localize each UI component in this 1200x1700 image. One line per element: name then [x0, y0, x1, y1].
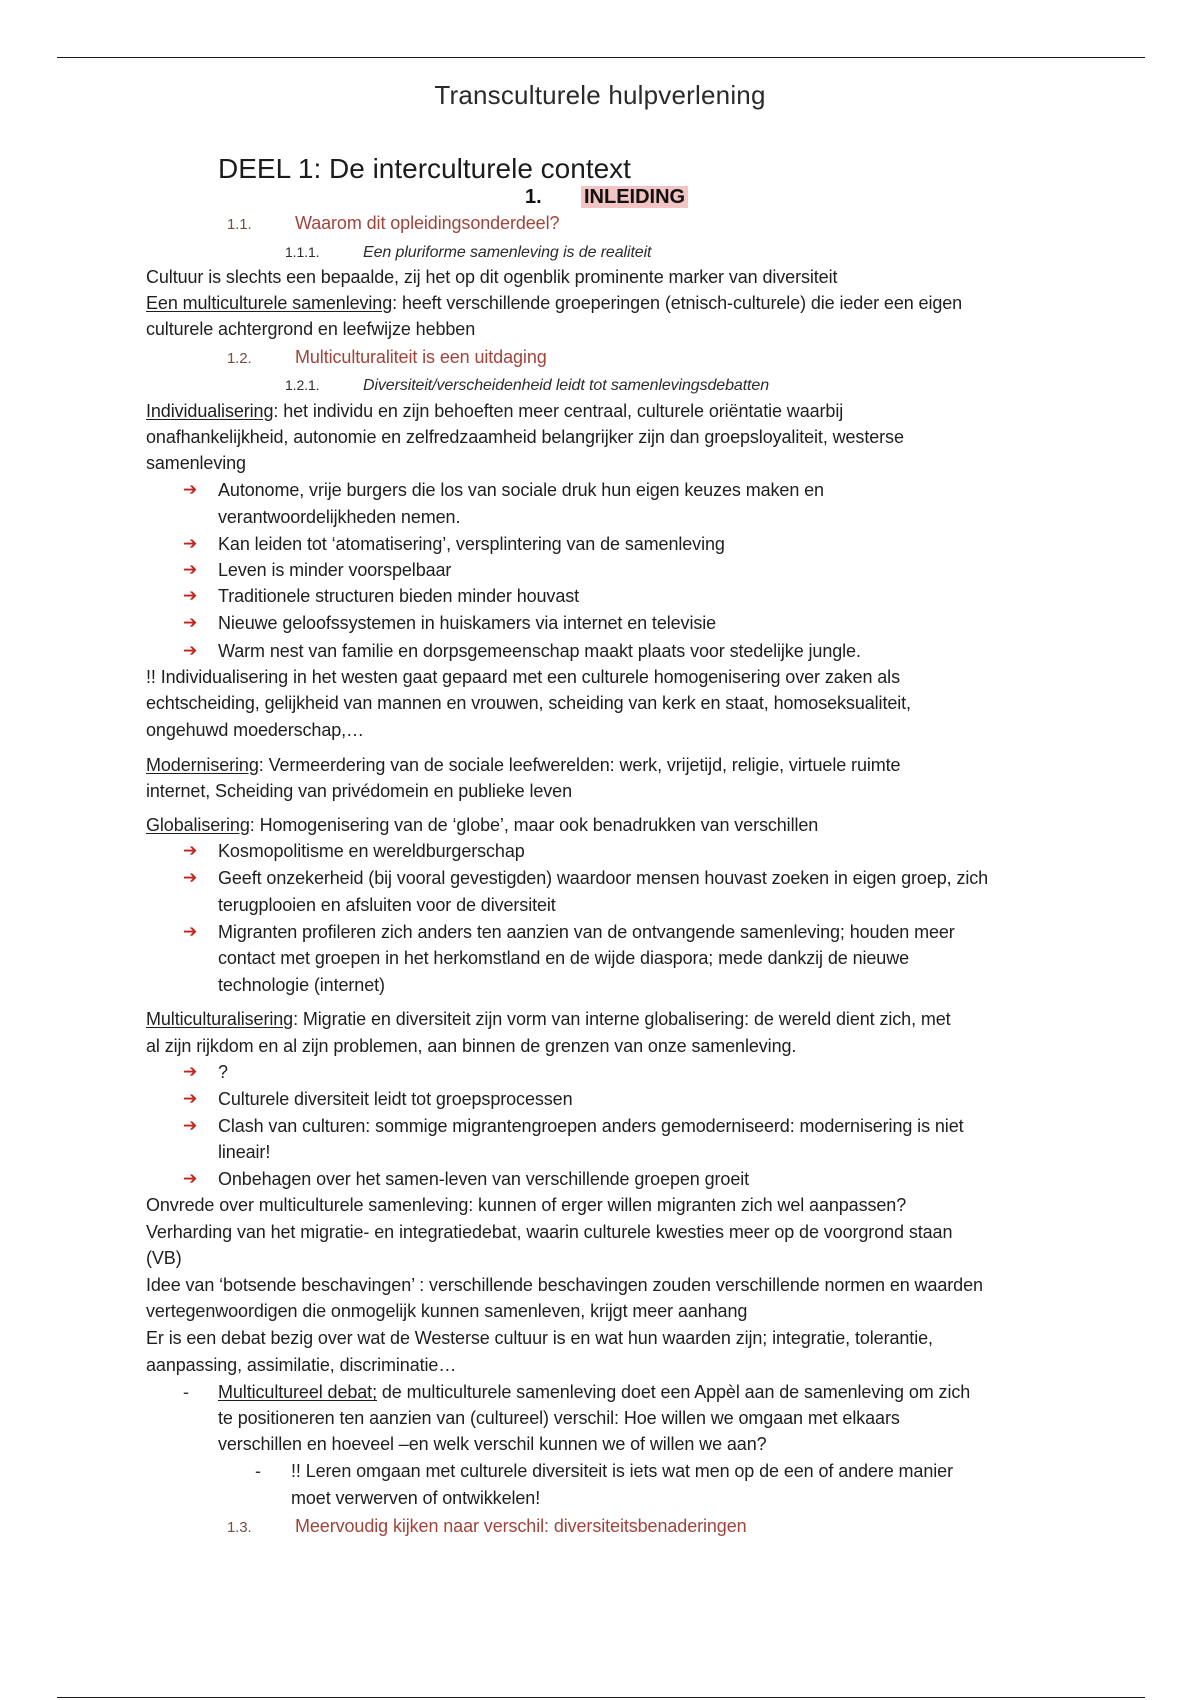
list-item-continuation: lineair! [218, 1142, 271, 1162]
list-item: Clash van culturen: sommige migrantengroepen anders gemoderniseerd: modernisering is niet [218, 1116, 964, 1136]
individualisering-line-3: samenleving [146, 453, 246, 473]
multiculturalisering-rest: : Migratie en diversiteit zijn vorm van interne globalisering: de wereld dient zich, met [293, 1009, 951, 1029]
paragraph-verharding-2: (VB) [146, 1248, 182, 1268]
heading-1-2-1-number: 1.2.1. [285, 377, 320, 393]
list-item: Leven is minder voorspelbaar [218, 560, 452, 580]
paragraph-multicultureel-1 [146, 292, 962, 314]
arrow-icon: ➔ [183, 1169, 198, 1188]
list-item: Warm nest van familie en dorpsgemeenschap maakt plaats voor stedelijke jungle. [218, 641, 861, 661]
heading-1-1-1 [285, 241, 651, 264]
chapter-heading [525, 185, 688, 209]
paragraph-botsende-2: vertegenwoordigen die onmogelijk kunnen samenleven, krijgt meer aanhang [146, 1301, 748, 1321]
heading-1-2-1-title: Diversiteit/verscheidenheid leidt tot samenlevingsdebatten [363, 377, 769, 394]
modernisering-line-2: internet, Scheiding van privédomein en publieke leven [146, 781, 572, 801]
arrow-icon: ➔ [183, 1089, 198, 1108]
multiculturalisering-line-1 [146, 1008, 951, 1030]
list-item: Migranten profileren zich anders ten aanzien van de ontvangende samenleving; houden meer [218, 922, 955, 942]
list-item: Traditionele structuren bieden minder houvast [218, 586, 580, 606]
term-globalisering: Globalisering [146, 815, 250, 835]
list-item: Kan leiden tot ‘atomatisering’, versplintering van de samenleving [218, 534, 725, 554]
debat-line-3: verschillen en hoeveel –en welk verschil kunnen we of willen we aan? [218, 1434, 767, 1454]
heading-1-2 [227, 346, 547, 370]
arrow-icon: ➔ [183, 534, 198, 553]
dash-bullet: - [183, 1382, 189, 1402]
arrow-icon: ➔ [183, 922, 198, 941]
globalisering-rest: : Homogenisering van de ‘globe’, maar ook benadrukken van verschillen [249, 815, 819, 835]
paragraph-verharding-1: Verharding van het migratie- en integratiedebat, waarin culturele kwesties meer op de voorgrond staan [146, 1222, 953, 1242]
term-modernisering: Modernisering [146, 755, 259, 775]
term-individualisering: Individualisering [146, 401, 274, 421]
arrow-icon: ➔ [183, 1062, 198, 1081]
heading-1-2-title: Multiculturaliteit is een uitdaging [295, 347, 547, 367]
part-title: DEEL 1: De interculturele context [218, 153, 631, 184]
heading-1-3 [227, 1515, 747, 1539]
list-item: Onbehagen over het samen-leven van verschillende groepen groeit [218, 1169, 750, 1189]
individualisering-note-2: echtscheiding, gelijkheid van mannen en vrouwen, scheiding van kerk en staat, homoseksualiteit, [146, 693, 911, 713]
term-multicultureel-debat: Multicultureel debat; [218, 1382, 377, 1402]
arrow-icon: ➔ [183, 480, 198, 499]
arrow-icon: ➔ [183, 868, 198, 887]
heading-1-1-1-title: Een pluriforme samenleving is de realiteit [363, 244, 652, 261]
heading-1-2-number: 1.2. [227, 350, 252, 367]
arrow-icon: ➔ [183, 641, 198, 660]
paragraph-cultuur: Cultuur is slechts een bepaalde, zij het op dit ogenblik prominente marker van diversiteit [146, 267, 838, 287]
debat-line-1 [218, 1381, 970, 1403]
debat-rest: de multiculturele samenleving doet een Appèl aan de samenleving om zich [377, 1382, 971, 1402]
list-item: Culturele diversiteit leidt tot groepsprocessen [218, 1089, 573, 1109]
individualisering-line-1 [146, 400, 843, 422]
list-item-continuation: contact met groepen in het herkomstland en de wijde diaspora; mede dankzij de nieuwe [218, 948, 910, 968]
modernisering-rest: : Vermeerdering van de sociale leefwerelden: werk, vrijetijd, religie, virtuele ruimte [258, 755, 901, 775]
list-item: Autonome, vrije burgers die los van sociale druk hun eigen keuzes maken en [218, 480, 824, 500]
multiculturalisering-line-2: al zijn rijkdom en al zijn problemen, aan binnen de grenzen van onze samenleving. [146, 1036, 797, 1056]
document-title: Transculturele hulpverlening [434, 80, 766, 110]
paragraph-multicultureel-2: culturele achtergrond en leefwijze hebben [146, 319, 476, 339]
debat-sub-line-1: !! Leren omgaan met culturele diversiteit is iets wat men op de een of andere manier [291, 1461, 953, 1481]
list-item-continuation: technologie (internet) [218, 975, 385, 995]
debat-sub-line-2: moet verwerven of ontwikkelen! [291, 1488, 541, 1508]
list-item-continuation: verantwoordelijkheden nemen. [218, 507, 461, 527]
chapter-title-highlight: INLEIDING [581, 186, 688, 208]
list-item: Nieuwe geloofssystemen in huiskamers via internet en televisie [218, 613, 717, 633]
term-multiculturele-samenleving: Een multiculturele samenleving [146, 293, 393, 313]
debat-line-2: te positioneren ten aanzien van (cultureel) verschil: Hoe willen we omgaan met elkaars [218, 1408, 900, 1428]
arrow-icon: ➔ [183, 560, 198, 579]
heading-1-3-number: 1.3. [227, 1519, 252, 1536]
individualisering-line-2: onafhankelijkheid, autonomie en zelfredzaamheid belangrijker zijn dan groepsloyaliteit, westerse [146, 427, 904, 447]
individualisering-rest: : het individu en zijn behoeften meer centraal, culturele oriëntatie waarbij [273, 401, 844, 421]
paragraph-debat-2: aanpassing, assimilatie, discriminatie… [146, 1355, 457, 1375]
list-item-continuation: terugplooien en afsluiten voor de diversiteit [218, 895, 556, 915]
list-item: ? [218, 1062, 228, 1082]
list-item: Geeft onzekerheid (bij vooral gevestigden) waardoor mensen houvast zoeken in eigen groep, zich [218, 868, 989, 888]
individualisering-note-1: !! Individualisering in het westen gaat gepaard met een culturele homogenisering over zaken als [146, 667, 900, 687]
top-rule [57, 57, 1145, 58]
paragraph-multicultureel-rest: : heeft verschillende groeperingen (etnisch-culturele) die ieder een eigen [392, 293, 963, 313]
heading-1-1-number: 1.1. [227, 216, 252, 233]
globalisering-line-1 [146, 814, 818, 836]
heading-1-1-title: Waarom dit opleidingsonderdeel? [295, 213, 560, 233]
chapter-number: 1. [525, 186, 542, 208]
arrow-icon: ➔ [183, 841, 198, 860]
dash-bullet: - [255, 1461, 261, 1481]
paragraph-debat-1: Er is een debat bezig over wat de Westerse cultuur is en wat hun waarden zijn; integratie, tolerantie, [146, 1328, 933, 1348]
arrow-icon: ➔ [183, 586, 198, 605]
heading-1-1-1-number: 1.1.1. [285, 244, 320, 260]
heading-1-3-title: Meervoudig kijken naar verschil: diversiteitsbenaderingen [295, 1516, 747, 1536]
individualisering-note-3: ongehuwd moederschap,… [146, 720, 364, 740]
arrow-icon: ➔ [183, 613, 198, 632]
modernisering-line-1 [146, 754, 900, 776]
term-multiculturalisering: Multiculturalisering [146, 1009, 294, 1029]
arrow-icon: ➔ [183, 1116, 198, 1135]
list-item: Kosmopolitisme en wereldburgerschap [218, 841, 525, 861]
bottom-rule [57, 1697, 1145, 1698]
heading-1-1 [227, 212, 559, 236]
heading-1-2-1 [285, 374, 769, 397]
paragraph-botsende-1: Idee van ‘botsende beschavingen’ : verschillende beschavingen zouden verschillende normen en waarden [146, 1275, 983, 1295]
paragraph-onvrede: Onvrede over multiculturele samenleving: kunnen of erger willen migranten zich wel aanpassen? [146, 1195, 907, 1215]
